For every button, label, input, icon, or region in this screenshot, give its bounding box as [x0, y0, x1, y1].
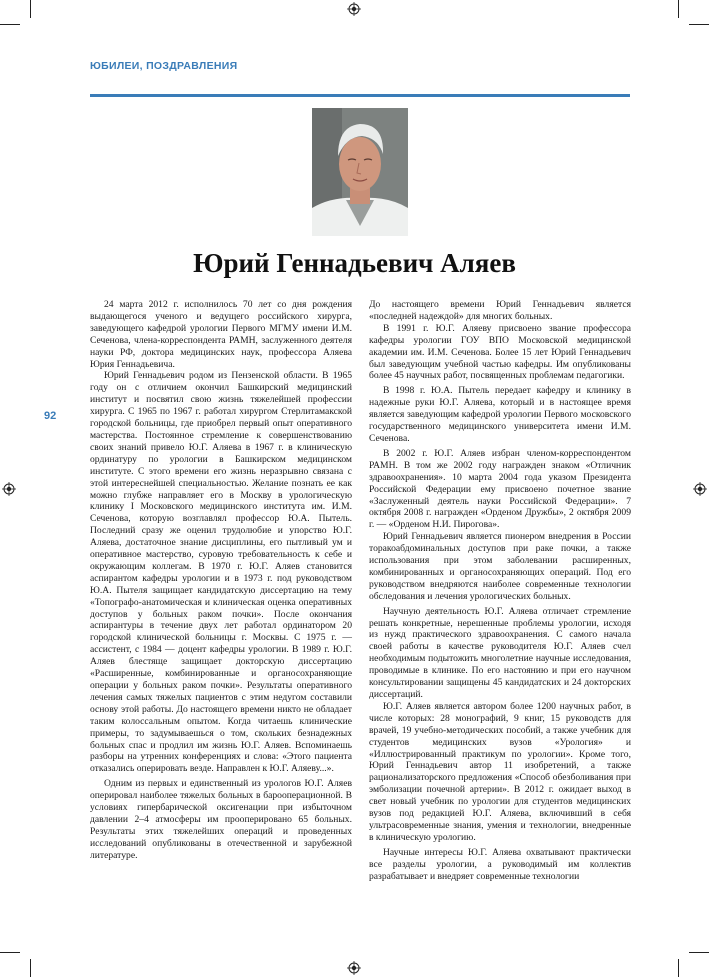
paragraph: Научные интересы Ю.Г. Аляева охватывают практически все разделы урологии, а руководимый им коллектив разрабатывает и внедряет современные технологии — [369, 846, 631, 882]
paragraph: Одним из первых и единственный из урологов Ю.Г. Аляев оперировал наиболее тяжелых больных в барооперационной. В условиях гипербарической оксигенации при избыточном давлении 2–4 атмосферы им прооперировано 65 больных. Результаты этих тяжелейших операций и проведенных исследований опубликованы в отечественной и зарубежной литературе. — [90, 778, 352, 861]
paragraph: До настоящего времени Юрий Геннадьевич является «последней надеждой» для многих больных. — [369, 299, 631, 322]
crop-mark — [678, 959, 679, 977]
portrait-photo — [312, 108, 408, 236]
paragraph: Юрий Геннадьевич является пионером внедрения в России торакоабдоминальных доступов при раке почки, а также использования при этом заболевании расширенных, комбинированных и органосохраняющих операций. Под его руководством внедряются наиболее современные технологии обследования и лечения урологических больных. — [369, 531, 631, 602]
article-title: Юрий Геннадьевич Аляев — [193, 248, 516, 278]
crop-mark — [689, 952, 709, 953]
crop-mark — [30, 959, 31, 977]
page-number: 92 — [44, 410, 57, 422]
crop-mark — [678, 0, 679, 18]
section-heading: ЮБИЛЕИ, ПОЗДРАВЛЕНИЯ — [90, 60, 238, 72]
paragraph: Научную деятельность Ю.Г. Аляева отличает стремление решать конкретные, нерешенные проблемы урологии, исходя из нужд практического здравоохранения. С самого начала своей работы в качестве руководителя Ю.Г. Аляев счел необходимым подытожить многолетние научные исследования, проводимые в клинике. По его настоянию и при его научном консультировании защищены 45 кандидатских и 24 докторских диссертаций. — [369, 605, 631, 700]
paragraph: В 1991 г. Ю.Г. Аляеву присвоено звание профессора кафедры урологии ГОУ ВПО Московской медицинской академии им. И.М. Сеченова. Более 15 лет Юрий Геннадьевич был заведующим учебной частью кафедры. Им опубликованы более 45 научных работ, посвященных проблемам педагогики. — [369, 322, 631, 382]
paragraph: В 1998 г. Ю.А. Пытель передает кафедру и клинику в надежные руки Ю.Г. Аляева, который и в настоящее время является заведующим кафедрой урологии Первого московского государственного медицинского университета имени И.М. Сеченова. — [369, 385, 631, 444]
crop-mark — [30, 0, 31, 18]
registration-mark-icon — [347, 961, 361, 975]
header-rule — [90, 94, 630, 97]
paragraph: 24 марта 2012 г. исполнилось 70 лет со дня рождения выдающегося ученого и ведущего российского хирурга, заведующего кафедрой урологии Первого МГМУ имени И.М. Сеченова, члена-корреспондента РАМН, заслуженного деятеля науки РФ, доктора медицинских наук, профессора Аляева Юрия Геннадьевича. — [90, 299, 352, 370]
registration-mark-icon — [2, 482, 16, 496]
crop-mark — [689, 24, 709, 25]
paragraph: В 2002 г. Ю.Г. Аляев избран членом-корреспондентом РАМН. В том же 2002 году награжден знаком «Отличник здравоохранения». 10 марта 2004 года указом Президента Российской Федерации ему присвоено почетное звание «Заслуженный деятель науки Российской Федерации». 7 октября 2008 г. награжден «Орденом Дружбы», 2 октября 2009 г. — «Орденом Н.И. Пирогова». — [369, 447, 631, 531]
article-column-left — [90, 299, 352, 862]
registration-mark-icon — [693, 482, 707, 496]
article-column-right — [369, 299, 631, 883]
registration-mark-icon — [347, 2, 361, 16]
paragraph: Юрий Геннадьевич родом из Пензенской области. В 1965 году он с отличием окончил Башкирский медицинский институт и посвятил свою жизнь тяжелейшей профессии хирурга. С 1965 по 1967 г. работал хирургом Стерлитамакской городской больницы, где приобрел первый опыт оперативного мастерства. Постоянное стремление к совершенствованию своих знаний привело Ю.Г. Аляева в 1967 г. в клиническую ординатуру по урологии в Башкирском медицинском институте. С этого времени его жизнь неразрывно связана с этой интереснейшей специальностью. Желание познать ее как можно глубже направляет его в Москву в урологическую клинику I Московского медицинского института им. И.М. Сеченова, которую возглавлял профессор Ю.А. Пытель. Последний сразу же оценил трудолюбие и упорство Ю.Г. Аляева, достаточное знание дисциплины, его пытливый ум и оперативное мастерство, суровую требовательность к себе и окружающим коллегам. В 1970 г. Ю.Г. Аляев становится аспирантом кафедры урологии и в 1973 г. под руководством Ю.А. Пытеля защищает кандидатскую диссертацию на тему «Топографо-анатомическая и клиническая оценка оперативных доступов у больных раком почки». После окончания аспирантуры в течение двух лет работал ординатором 20 городской клинической больницы г. Москвы. С 1975 г. — ассистент, с 1984 — доцент кафедры урологии. В 1989 г. Ю.Г. Аляев блестяще защищает докторскую диссертацию «Расширенные, комбинированные и органосохраняющие операции у больных раком почки». Результаты оперативного лечения самых тяжелых пациентов с этим недугом составили основу этой работы. До настоящего времени никто не обладает таким колоссальным опытом. Когда читаешь клинические примеры, то задумываешься о том, скольких безнадежных больных спас и продлил им жизнь Ю.Г. Аляев. Вспоминаешь разборы на утренних конференциях и слова: «Этого пациента отказались оперировать везде. Направлен к Ю.Г. Аляеву...». — [90, 370, 352, 775]
paragraph: Ю.Г. Аляев является автором более 1200 научных работ, в числе которых: 28 монографий, 9 книг, 15 руководств для врачей, 19 учебно-методических пособий, а также учебник для студентов медицинских вузов «Урология» и «Иллюстрированный практикум по урологии». Кроме того, Юрий Геннадьевич автор 11 изобретений, а также рационализаторского предложения «Способ обезболивания при эмболизации почечной артерии». В 2012 г. ожидает выход в свет новый учебник по урологии для студентов медицинских вузов под редакцией Ю.Г. Аляева, включивший в себя ультрасовременные знания, умения и технологии, внедренные в клиническую урологию. — [369, 700, 631, 843]
crop-mark — [0, 952, 20, 953]
crop-mark — [0, 24, 20, 25]
